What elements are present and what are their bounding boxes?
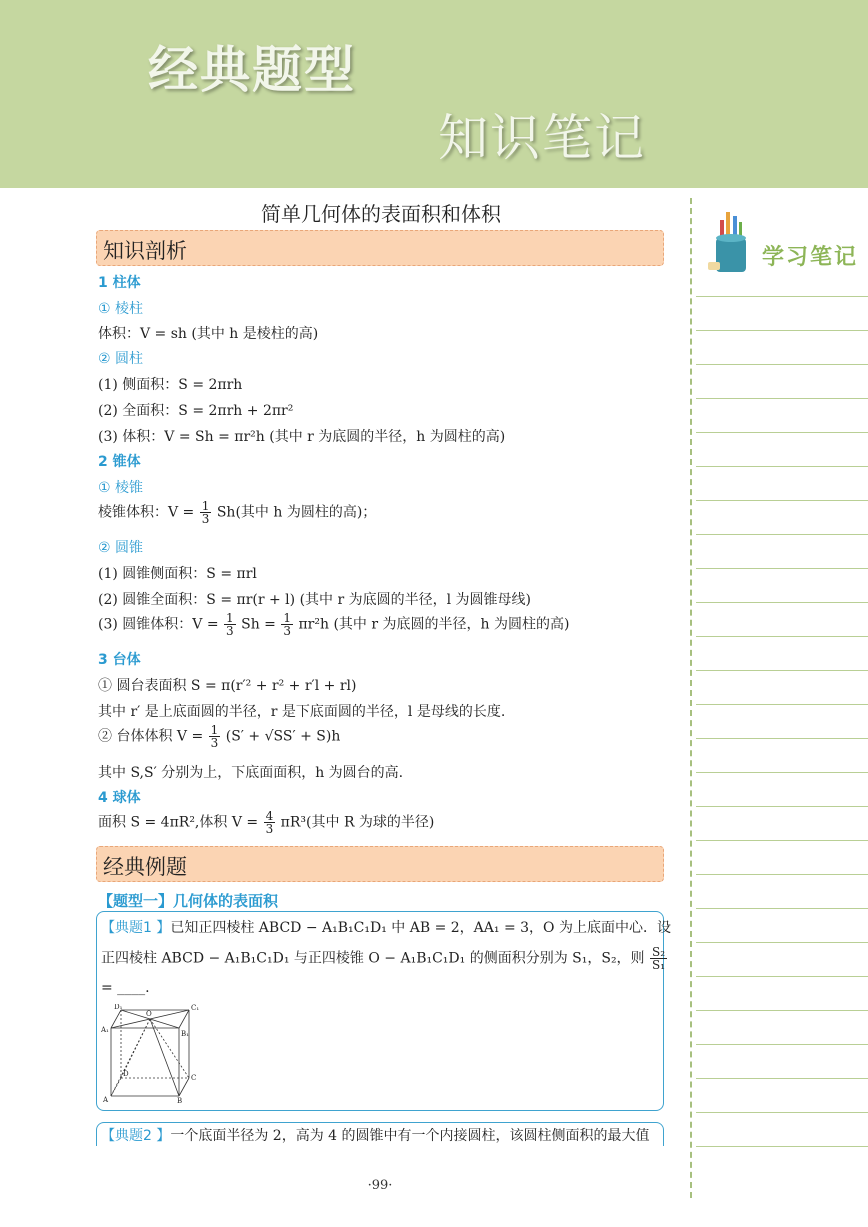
svg-text:C₁: C₁ [191, 1004, 200, 1012]
note-line [696, 296, 868, 297]
note-line [696, 500, 868, 501]
heading: 3 台体 [98, 652, 141, 668]
formula-line: (3) 体积：V = Sh = πr²h (其中 r 为底圆的半径，h 为圆柱的高) [98, 429, 506, 445]
note-line [696, 1010, 868, 1011]
section-header-examples [96, 846, 664, 882]
page-number: ·99· [367, 1178, 393, 1193]
formula-line: (3) 圆锥体积：V = $\frac{1}{3}$ Sh = $\frac{1}{3}$ πr²h (其中 r 为底圆的半径，h 为圆柱的高) [98, 611, 570, 638]
note-line [696, 840, 868, 841]
formula-line: ① 圆台表面积 S = π(r′² + r² + r′l + rl) [98, 678, 357, 694]
notes-panel [696, 198, 868, 1198]
formula-line: 其中 r′ 是上底面圆的半径，r 是下底面圆的半径，l 是母线的长度. [98, 704, 506, 720]
note-line [696, 602, 868, 603]
note-line [696, 942, 868, 943]
note-line [696, 670, 868, 671]
note-line [696, 534, 868, 535]
example-tag: 【典题2 】 [101, 1128, 171, 1144]
section-header-knowledge [96, 230, 664, 266]
notes-header [706, 210, 866, 276]
example-box-2 [96, 1122, 664, 1146]
formula-line: ② 台体体积 V = $\frac{1}{3}$ (S′ + √SS′ + S)h [98, 723, 341, 750]
svg-text:D₁: D₁ [114, 1004, 123, 1011]
note-line [696, 636, 868, 637]
example-text: 正四棱柱 ABCD − A₁B₁C₁D₁ 与正四棱锥 O − A₁B₁C₁D₁ 的侧面积分别为 S₁，S₂，则 $\frac{\text{S₂}}{\text{S₁}}$ [101, 945, 666, 972]
note-line [696, 466, 868, 467]
pencil-cup-icon [706, 210, 756, 276]
formula-line: (1) 侧面积：S = 2πrh [98, 377, 243, 393]
heading: 4 球体 [98, 790, 141, 806]
answer-blank: = ____. [101, 980, 150, 996]
svg-text:C: C [191, 1074, 197, 1082]
svg-text:A: A [103, 1096, 109, 1104]
svg-text:B: B [177, 1097, 183, 1104]
formula-line: 面积 S = 4πR²,体积 V = $\frac{4}{3}$ πR³(其中 R 为球的半径) [98, 809, 435, 836]
formula-line: (1) 圆锥侧面积：S = πrl [98, 566, 257, 582]
formula-line: (2) 圆锥全面积：S = πr(r + l) (其中 r 为底圆的半径，l 为圆锥母线) [98, 592, 532, 608]
section-title: 经典例题 [103, 855, 187, 879]
problem-type-heading: 【题型一】几何体的表面积 [98, 892, 279, 910]
heading: 1 柱体 [98, 275, 141, 291]
notes-divider [690, 198, 692, 1198]
example-text: 【典题2 】一个底面半径为 2，高为 4 的圆锥中有一个内接圆柱，该圆柱侧面积的最大值 [101, 1128, 650, 1144]
header-banner [0, 0, 868, 188]
note-line [696, 1078, 868, 1079]
svg-text:D: D [123, 1070, 129, 1078]
note-line [696, 908, 868, 909]
notes-title: 学习笔记 [762, 245, 859, 270]
subheading: ① 棱柱 [98, 301, 144, 317]
subheading: ② 圆锥 [98, 540, 144, 556]
formula-line: (2) 全面积：S = 2πrh + 2πr² [98, 403, 294, 419]
note-line [696, 874, 868, 875]
section-title: 知识剖析 [103, 239, 187, 263]
svg-text:O: O [146, 1010, 152, 1018]
heading: 2 锥体 [98, 454, 141, 470]
note-line [696, 1146, 868, 1147]
banner-title-secondary: 知识笔记 [438, 109, 646, 167]
note-line [696, 568, 868, 569]
note-line [696, 364, 868, 365]
note-line [696, 976, 868, 977]
note-line [696, 806, 868, 807]
example-tag: 【典题1 】 [101, 920, 171, 936]
note-line [696, 772, 868, 773]
note-line [696, 704, 868, 705]
note-line [696, 738, 868, 739]
note-line [696, 398, 868, 399]
example-box-1 [96, 911, 671, 1111]
example-text: 【典题1 】已知正四棱柱 ABCD − A₁B₁C₁D₁ 中 AB = 2，AA₁ = 3，O 为上底面中心．设 [101, 920, 671, 936]
note-line [696, 432, 868, 433]
formula-line: 其中 S,S′ 分别为上，下底面面积，h 为圆台的高. [98, 765, 404, 781]
subheading: ② 圆柱 [98, 351, 144, 367]
svg-text:B₁: B₁ [181, 1030, 189, 1038]
subheading: ① 棱锥 [98, 480, 144, 496]
svg-text:A₁: A₁ [101, 1026, 109, 1034]
prism-diagram [101, 1004, 211, 1104]
banner-title-primary: 经典题型 [148, 41, 356, 99]
note-line [696, 1044, 868, 1045]
note-line [696, 1112, 868, 1113]
document-title: 简单几何体的表面积和体积 [261, 202, 501, 226]
formula-line: 棱锥体积：V = $\frac{1}{3}$ Sh(其中 h 为圆柱的高)； [98, 499, 377, 526]
note-line [696, 330, 868, 331]
formula-line: 体积：V = sh (其中 h 是棱柱的高) [98, 326, 319, 342]
